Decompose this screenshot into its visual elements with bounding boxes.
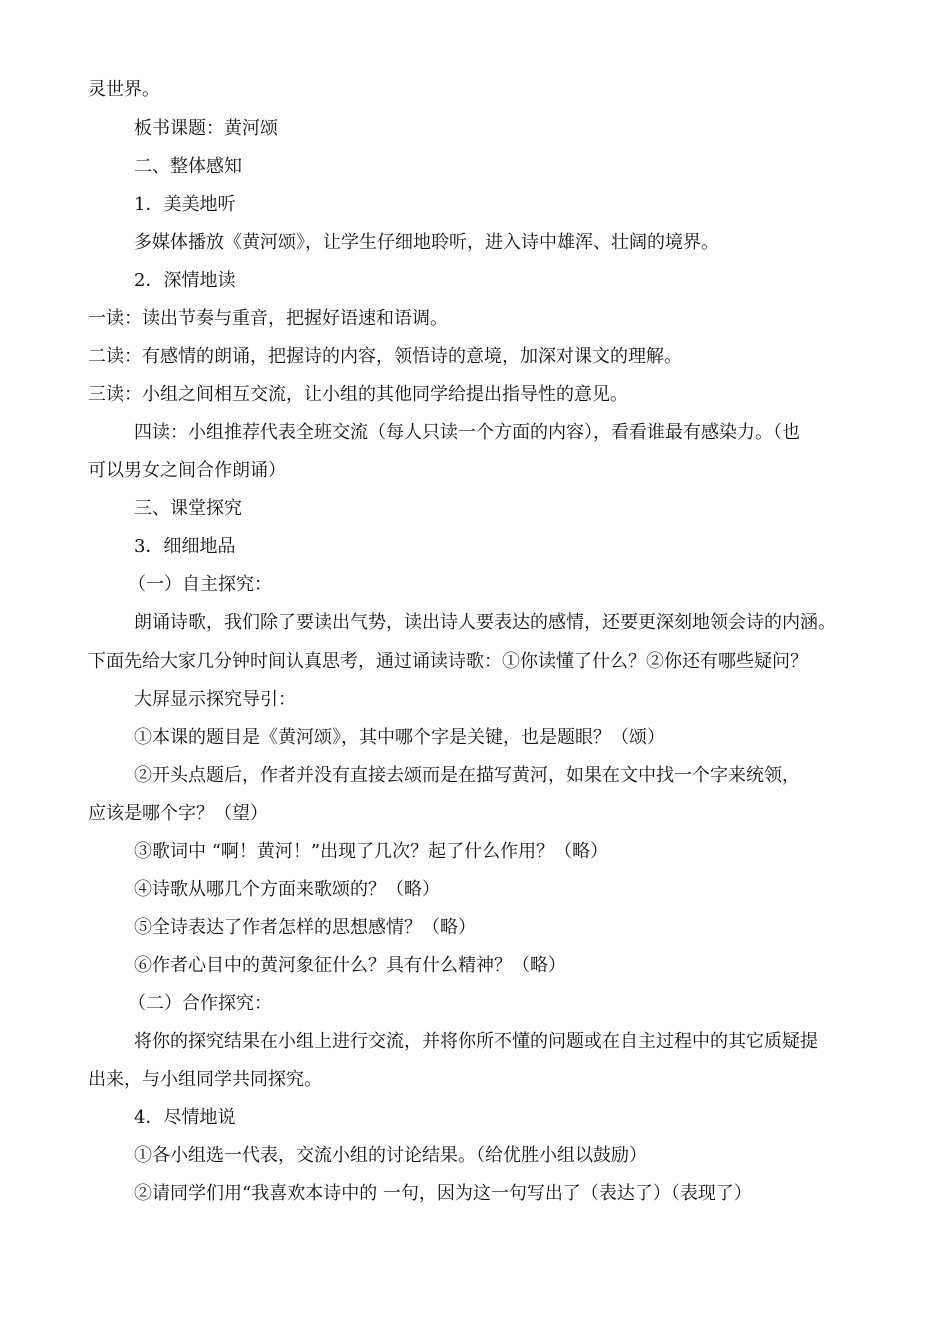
subsection-heading: （一）自主探究： [128, 574, 272, 595]
text-line: 二读：有感情的朗诵，把握诗的内容，领悟诗的意境，加深对课文的理解。 [88, 346, 682, 367]
text-line: 一读：读出节奏与重音，把握好语速和语调。 [88, 308, 448, 329]
list-item: ③歌词中 “啊！黄河！”出现了几次？起了什么作用？（略） [134, 841, 609, 862]
text-line: 出来，与小组同学共同探究。 [88, 1069, 322, 1090]
text-line: 灵世界。 [88, 79, 160, 100]
subsection-heading: 1．美美地听 [134, 194, 236, 215]
text-line: 应该是哪个字？（望） [88, 803, 268, 824]
subsection-heading: （二）合作探究： [128, 993, 272, 1014]
list-item: ②请同学们用“我喜欢本诗中的 一句，因为这一句写出了（表达了）（表现了） [134, 1183, 752, 1204]
list-item: ④诗歌从哪几个方面来歌颂的？（略） [134, 879, 440, 900]
section-heading: 三、课堂探究 [134, 498, 242, 519]
text-line: 三读：小组之间相互交流，让小组的其他同学给提出指导性的意见。 [88, 384, 628, 405]
text-line: 可以男女之间合作朗诵） [88, 460, 286, 481]
subsection-heading: 4．尽情地说 [134, 1107, 236, 1128]
list-item: ②开头点题后，作者并没有直接去颂而是在描写黄河，如果在文中找一个字来统领， [134, 765, 800, 786]
section-heading: 二、整体感知 [134, 156, 242, 177]
list-item: ①本课的题目是《黄河颂》，其中哪个字是关键，也是题眼？（颂） [134, 727, 665, 748]
subsection-heading: 3．细细地品 [134, 536, 236, 557]
text-line: 大屏显示探究导引： [134, 689, 296, 710]
list-item: ①各小组选一代表，交流小组的讨论结果。（给优胜小组以鼓励） [134, 1145, 647, 1166]
list-item: ⑥作者心目中的黄河象征什么？具有什么精神？（略） [134, 955, 566, 976]
text-line: 板书课题：黄河颂 [134, 118, 278, 139]
list-item: ⑤全诗表达了作者怎样的思想感情？（略） [134, 917, 476, 938]
text-line: 四读：小组推荐代表全班交流（每人只读一个方面的内容），看看谁最有感染力。（也 [134, 422, 800, 443]
subsection-heading: 2．深情地读 [134, 270, 236, 291]
text-line: 朗诵诗歌，我们除了要读出气势，读出诗人要表达的感情，还要更深刻地领会诗的内涵。 [134, 612, 836, 633]
text-line: 多媒体播放《黄河颂》，让学生仔细地聆听，进入诗中雄浑、壮阔的境界。 [134, 232, 719, 253]
text-line: 下面先给大家几分钟时间认真思考，通过诵读诗歌：①你读懂了什么？②你还有哪些疑问？ [88, 651, 808, 672]
text-line: 将你的探究结果在小组上进行交流，并将你所不懂的问题或在自主过程中的其它质疑提 [134, 1031, 818, 1052]
